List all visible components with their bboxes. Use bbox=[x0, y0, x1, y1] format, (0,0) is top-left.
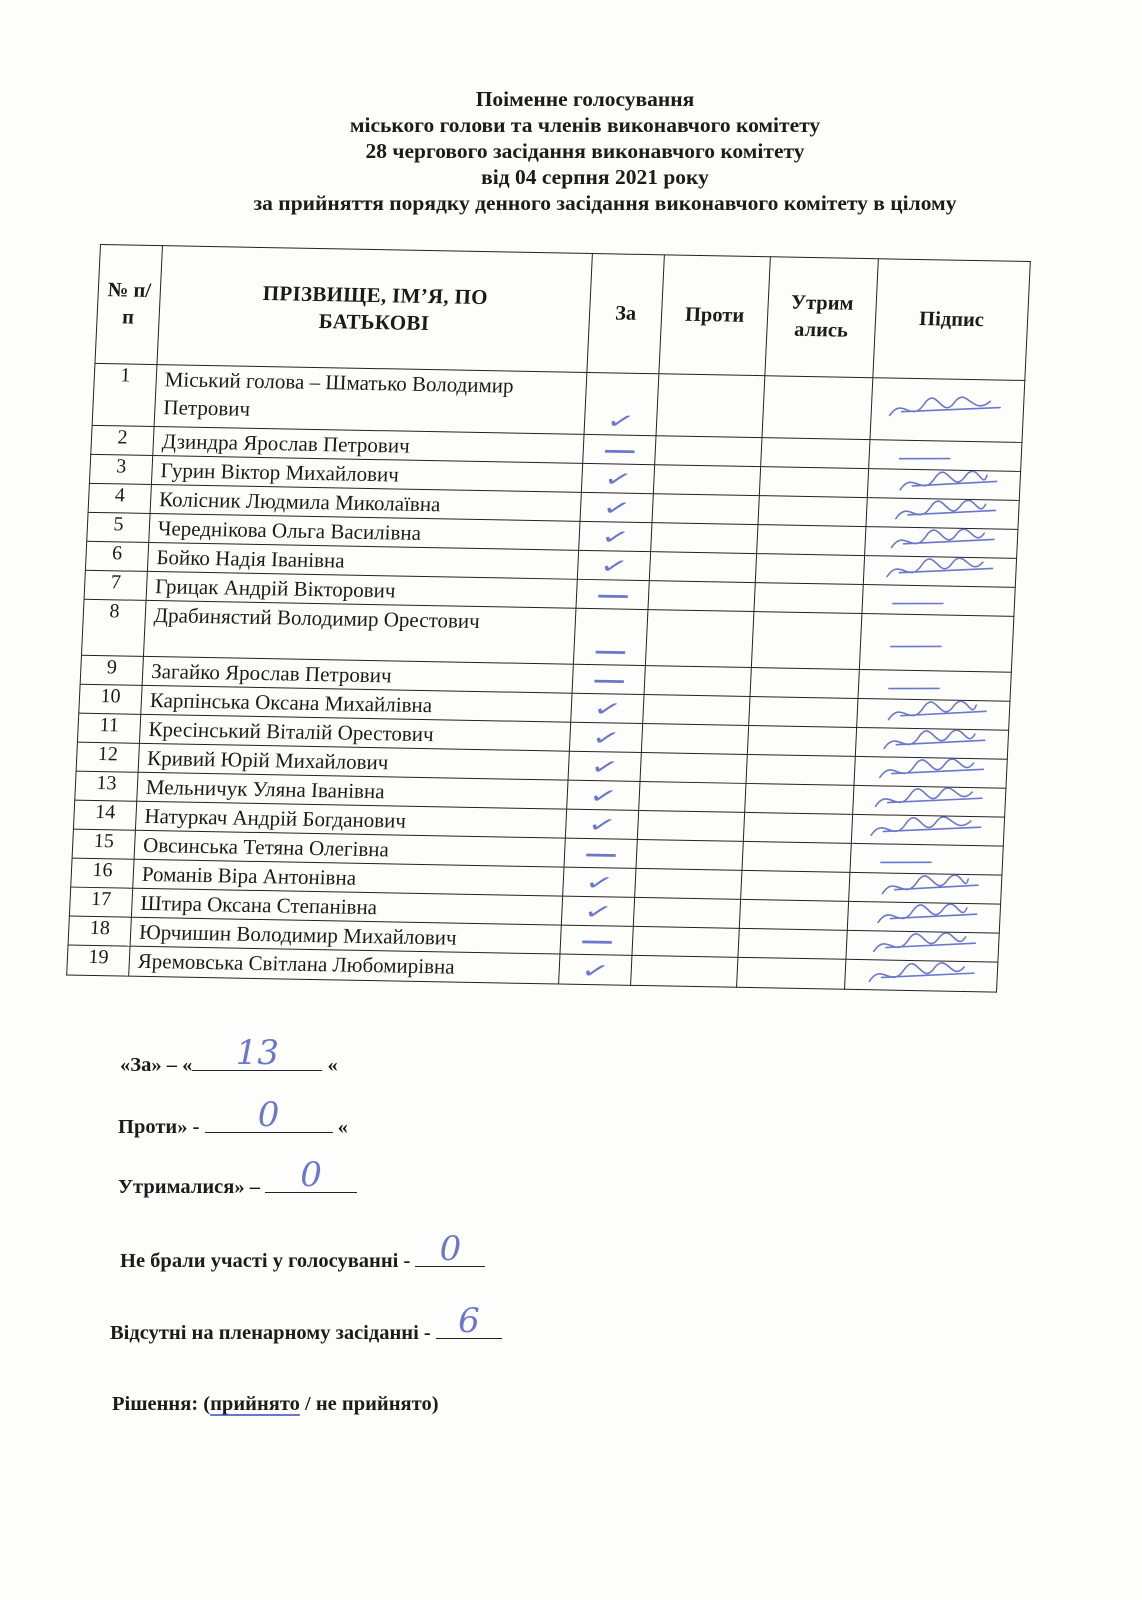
vote-za-cell bbox=[571, 693, 644, 723]
vote-utrym-cell bbox=[738, 928, 847, 959]
handwritten-signature bbox=[865, 527, 1018, 558]
handwritten-dash-mark: — bbox=[591, 668, 626, 694]
vote-za-cell bbox=[577, 550, 650, 580]
row-number: 16 bbox=[71, 858, 134, 888]
handwritten-check-mark: ✓ bbox=[589, 725, 623, 753]
totals-za-line bbox=[120, 1033, 338, 1077]
totals-vidsutni-label: Відсутні на пленарному засіданні - bbox=[110, 1322, 436, 1344]
vote-za-cell bbox=[564, 838, 637, 868]
vote-utrym-cell bbox=[754, 583, 863, 614]
totals-proty-field bbox=[205, 1095, 333, 1135]
handwritten-signature bbox=[848, 902, 1001, 933]
handwritten-signature bbox=[853, 786, 1006, 817]
vote-za-cell bbox=[563, 867, 636, 897]
signature-cell bbox=[847, 901, 1000, 933]
totals-utrym-value: 0 bbox=[300, 1155, 322, 1195]
totals-nebraly-label: Не брали участі у голосуванні - bbox=[120, 1250, 416, 1272]
col-header-signature: Підпис bbox=[873, 259, 1030, 381]
row-number: 18 bbox=[68, 916, 131, 946]
vote-utrym-cell bbox=[747, 725, 856, 756]
vote-proty-cell bbox=[636, 839, 743, 870]
totals-za-label: «За» – « bbox=[120, 1054, 193, 1076]
vote-proty-cell bbox=[643, 695, 750, 726]
member-name: Юрчишин Володимир Михайлович bbox=[130, 917, 561, 954]
member-name: Гурин Віктор Михайлович bbox=[151, 456, 582, 493]
decision-label: Рішення: ( bbox=[112, 1393, 211, 1415]
vote-utrym-cell bbox=[750, 668, 859, 699]
row-number: 19 bbox=[67, 945, 130, 976]
totals-vidsutni-value: 6 bbox=[458, 1301, 480, 1341]
handwritten-check-mark: ✓ bbox=[582, 869, 617, 898]
handwritten-signature bbox=[849, 873, 1002, 904]
handwritten-dash bbox=[859, 670, 1012, 701]
vote-utrym-cell bbox=[761, 438, 870, 469]
vote-za-cell bbox=[583, 434, 656, 464]
signature-cell bbox=[865, 527, 1018, 559]
vote-proty-cell bbox=[641, 724, 748, 755]
handwritten-dash bbox=[850, 844, 1003, 875]
member-name: Яремовська Світлана Любомирівна bbox=[129, 946, 560, 984]
vote-utrym-cell bbox=[743, 812, 852, 843]
signature-cell bbox=[863, 556, 1016, 588]
vote-table bbox=[66, 244, 1031, 993]
vote-za-cell bbox=[580, 492, 653, 522]
member-name: Загайко Ярослав Петрович bbox=[142, 656, 573, 693]
col-header-num: № п/п bbox=[95, 245, 162, 365]
handwritten-dash-mark: — bbox=[583, 841, 618, 868]
vote-utrym-cell bbox=[746, 754, 855, 785]
vote-za-cell bbox=[581, 463, 654, 493]
row-number: 11 bbox=[77, 713, 140, 743]
decision-line bbox=[112, 1393, 439, 1416]
row-number: 3 bbox=[89, 454, 152, 484]
row-number: 17 bbox=[69, 887, 132, 917]
totals-nebraly-field bbox=[415, 1229, 485, 1269]
vote-proty-cell bbox=[635, 868, 742, 899]
vote-proty-cell bbox=[655, 436, 762, 467]
member-name: Штира Оксана Степанівна bbox=[131, 888, 562, 925]
vote-utrym-cell bbox=[737, 957, 846, 989]
handwritten-signature bbox=[854, 757, 1007, 788]
vote-proty-cell bbox=[637, 810, 744, 841]
document-header bbox=[110, 86, 1060, 216]
handwritten-signature bbox=[852, 815, 1005, 846]
handwritten-check-mark: ✓ bbox=[578, 957, 613, 986]
col-header-name: ПРІЗВИЩЕ, ІМ’Я, ПО БАТЬКОВІ bbox=[157, 246, 592, 373]
handwritten-signature bbox=[856, 728, 1009, 759]
vote-utrym-cell bbox=[741, 870, 850, 901]
row-number: 2 bbox=[91, 425, 154, 455]
vote-proty-cell bbox=[649, 552, 756, 583]
totals-vidsutni-line bbox=[110, 1301, 502, 1345]
signature-cell bbox=[862, 585, 1015, 617]
member-name: Бойко Надія Іванівна bbox=[147, 542, 578, 579]
handwritten-signature bbox=[857, 699, 1010, 730]
header-line-3: 28 чергового засідання виконавчого комітету bbox=[365, 139, 805, 163]
vote-proty-cell bbox=[648, 581, 755, 612]
member-name: Натуркач Андрій Богданович bbox=[135, 801, 566, 838]
signature-cell bbox=[854, 756, 1007, 788]
vote-utrym-cell bbox=[739, 899, 848, 930]
signature-cell bbox=[858, 669, 1011, 701]
vote-utrym-cell bbox=[758, 496, 867, 527]
totals-vidsutni-field bbox=[436, 1301, 502, 1341]
row-number: 1 bbox=[92, 363, 157, 426]
signature-cell bbox=[851, 814, 1004, 846]
signature-cell bbox=[867, 469, 1020, 501]
totals-za-after: « bbox=[322, 1054, 338, 1076]
vote-za-cell bbox=[569, 722, 642, 752]
signature-cell bbox=[859, 614, 1014, 673]
vote-za-cell bbox=[573, 608, 648, 665]
totals-utrym-label: Утрималися» – bbox=[118, 1176, 266, 1198]
signature-cell bbox=[846, 930, 999, 962]
decision-rest: / не прийнято) bbox=[299, 1393, 439, 1415]
member-name: Кривий Юрій Михайлович bbox=[138, 743, 569, 780]
vote-proty-cell bbox=[651, 523, 758, 554]
vote-proty-cell bbox=[645, 610, 754, 668]
member-name: Романів Віра Антонівна bbox=[133, 859, 564, 896]
handwritten-signature bbox=[846, 931, 999, 962]
header-line-4: від 04 серпня 2021 року bbox=[481, 165, 709, 189]
handwritten-dash bbox=[869, 440, 1022, 471]
table-body bbox=[67, 363, 1025, 992]
decision-accepted-option: прийнято bbox=[210, 1393, 300, 1415]
vote-proty-cell bbox=[653, 465, 760, 496]
vote-proty-cell bbox=[631, 955, 738, 987]
totals-nebraly-value: 0 bbox=[439, 1229, 462, 1269]
handwritten-dash-mark: — bbox=[579, 928, 614, 955]
row-number: 12 bbox=[76, 742, 139, 772]
row-number: 5 bbox=[87, 512, 150, 542]
signature-cell bbox=[853, 785, 1006, 817]
vote-za-cell bbox=[567, 780, 640, 810]
handwritten-check-mark: ✓ bbox=[599, 495, 634, 523]
header-line-1: Поіменне голосування bbox=[475, 87, 695, 111]
signature-cell bbox=[850, 843, 1003, 875]
vote-proty-cell bbox=[652, 494, 759, 525]
totals-utrym-line bbox=[118, 1155, 357, 1199]
vote-za-cell bbox=[559, 954, 632, 985]
col-header-utrym: Утрим ались bbox=[765, 257, 878, 378]
handwritten-signature bbox=[845, 960, 998, 993]
row-number: 7 bbox=[84, 570, 147, 600]
signature-cell bbox=[869, 440, 1022, 472]
header-line-2: міського голови та членів виконавчого комітету bbox=[349, 113, 821, 137]
vote-utrym-cell bbox=[757, 525, 866, 556]
vote-proty-cell bbox=[633, 897, 740, 928]
vote-utrym-cell bbox=[745, 783, 854, 814]
vote-utrym-cell bbox=[759, 467, 868, 498]
row-number: 9 bbox=[80, 655, 143, 685]
member-name: Мельничук Уляна Іванівна bbox=[137, 772, 568, 809]
totals-proty-label: Проти» - bbox=[118, 1116, 205, 1138]
totals-nebraly-line bbox=[120, 1229, 485, 1273]
signature-cell bbox=[845, 959, 998, 992]
handwritten-signature bbox=[864, 556, 1017, 587]
handwritten-dash bbox=[862, 585, 1015, 616]
row-number: 4 bbox=[88, 483, 151, 513]
vote-za-cell bbox=[576, 579, 649, 609]
vote-utrym-cell bbox=[742, 841, 851, 872]
table-header-row bbox=[95, 245, 1030, 381]
handwritten-check-mark: ✓ bbox=[585, 811, 619, 840]
totals-proty-after: « bbox=[332, 1116, 348, 1138]
totals-proty-value: 0 bbox=[257, 1095, 280, 1135]
handwritten-signature bbox=[866, 498, 1019, 529]
totals-proty-line bbox=[118, 1095, 348, 1139]
vote-utrym-cell bbox=[755, 554, 864, 585]
vote-utrym-cell bbox=[749, 696, 858, 727]
handwritten-check-mark: ✓ bbox=[601, 466, 635, 494]
vote-za-cell bbox=[568, 751, 641, 781]
vote-table-wrap bbox=[63, 244, 1045, 1071]
row-number: 13 bbox=[75, 771, 138, 801]
row-number: 6 bbox=[85, 541, 148, 571]
member-name: Драбинястий Володимир Орестович bbox=[143, 600, 576, 664]
member-name: Грицак Андрій Вікторович bbox=[146, 571, 577, 608]
member-name: Колісник Людмила Миколаївна bbox=[150, 484, 581, 521]
vote-proty-cell bbox=[639, 781, 746, 812]
handwritten-dash-mark: — bbox=[595, 583, 630, 609]
handwritten-check-mark: ✓ bbox=[603, 408, 638, 436]
member-name: Кресінський Віталій Орестович bbox=[139, 714, 570, 751]
header-line-5: за прийняття порядку денного засідання виконавчого комітету в цілому bbox=[253, 191, 957, 215]
col-header-proty: Проти bbox=[659, 255, 770, 376]
vote-za-cell bbox=[565, 809, 638, 839]
signature-cell bbox=[855, 727, 1008, 759]
member-name: Овсинська Тетяна Олегівна bbox=[134, 830, 565, 867]
vote-za-cell bbox=[560, 925, 633, 955]
vote-za-cell bbox=[579, 521, 652, 551]
handwritten-check-mark: ✓ bbox=[597, 553, 631, 581]
member-name: Дзиндра Ярослав Петрович bbox=[153, 427, 584, 464]
signature-cell bbox=[870, 378, 1025, 443]
member-name: Міський голова – Шматько Володимир Петрович bbox=[154, 365, 587, 435]
vote-utrym-cell bbox=[762, 376, 873, 440]
totals-za-field bbox=[192, 1033, 322, 1073]
handwritten-check-mark: ✓ bbox=[586, 782, 621, 811]
handwritten-dash-mark: — bbox=[602, 438, 637, 464]
handwritten-check-mark: ✓ bbox=[598, 524, 633, 552]
handwritten-check-mark: ✓ bbox=[581, 898, 615, 927]
handwritten-dash-mark: — bbox=[592, 639, 628, 665]
row-number: 10 bbox=[79, 684, 142, 714]
totals-utrym-field bbox=[265, 1155, 357, 1195]
col-header-za: За bbox=[587, 254, 664, 374]
signature-cell bbox=[866, 498, 1019, 530]
handwritten-signature bbox=[870, 378, 1025, 443]
signature-cell bbox=[849, 872, 1002, 904]
handwritten-check-mark: ✓ bbox=[587, 753, 622, 782]
row-number: 15 bbox=[72, 829, 135, 859]
vote-proty-cell bbox=[656, 374, 765, 438]
vote-utrym-cell bbox=[751, 612, 862, 670]
totals-za-value: 13 bbox=[235, 1033, 279, 1073]
signature-cell bbox=[857, 698, 1010, 730]
vote-proty-cell bbox=[644, 666, 751, 697]
vote-proty-cell bbox=[632, 926, 739, 957]
row-number: 14 bbox=[73, 800, 136, 830]
handwritten-dash bbox=[860, 614, 1015, 673]
vote-proty-cell bbox=[640, 753, 747, 784]
vote-za-cell bbox=[584, 372, 659, 435]
handwritten-check-mark: ✓ bbox=[590, 696, 625, 724]
handwritten-signature bbox=[868, 469, 1021, 500]
member-name: Карпінська Оксана Михайлівна bbox=[141, 685, 572, 722]
member-name: Череднікова Ольга Василівна bbox=[149, 513, 580, 550]
row-number: 8 bbox=[81, 599, 146, 656]
vote-za-cell bbox=[572, 664, 645, 694]
vote-za-cell bbox=[561, 896, 634, 926]
